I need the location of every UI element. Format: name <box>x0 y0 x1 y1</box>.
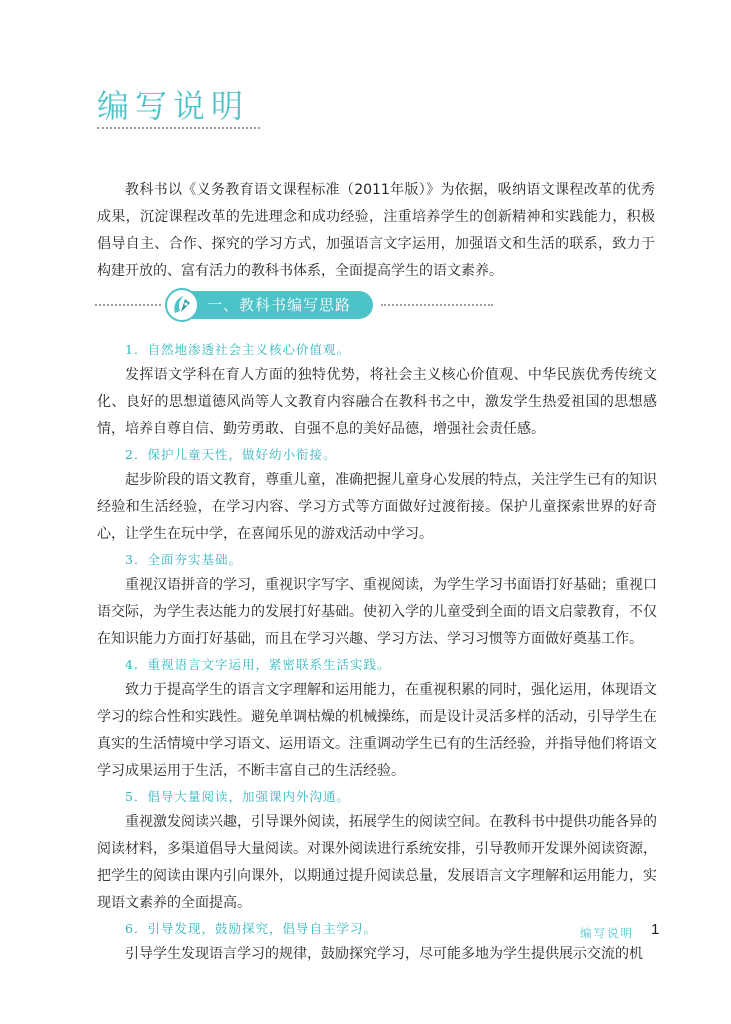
list-item <box>97 338 657 443</box>
intro-paragraph: 教科书以《义务教育语文课程标准（2011年版）》为依据，吸纳语文课程改革的优秀成果，沉淀课程改革的先进理念和成功经验，注重培养学生的创新精神和实践能力，积极倡导自主、合作、探究的学习方式，加强语言文字运用，加强语文和生活的联系，致力于构建开放的、富有活力的教科书体系，全面提高学生的语文素养。 <box>97 182 655 279</box>
item-text: 重视激发阅读兴趣，引导课外阅读，拓展学生的阅读空间。在教科书中提供功能各异的阅读材料，多渠道倡导大量阅读。对课外阅读进行系统安排，引导教师开发课外阅读资源，把学生的阅读由课内引向课外，以期通过提升阅读总量，发展语言文字理解和运用能力，实现语文素养的全面提高。 <box>97 814 657 911</box>
title-divider <box>97 127 260 129</box>
item-text: 发挥语文学科在育人方面的独特优势，将社会主义核心价值观、中华民族优秀传统文化、良好的思想道德风尚等人文教育内容融合在教科书之中，激发学生热爱祖国的思想感情，培养自尊自信、勤劳勇敢、自强不息的美好品德，增强社会责任感。 <box>97 367 657 437</box>
section-title: 一、教科书编写思路 <box>207 296 352 314</box>
list-item <box>97 653 657 785</box>
guideline-list <box>97 338 660 968</box>
item-heading: 1．自然地渗透社会主义核心价值观。 <box>125 342 350 357</box>
section-header <box>95 290 495 320</box>
item-text: 起步阶段的语文教育，尊重儿童，准确把握儿童身心发展的特点，关注学生已有的知识经验和生活经验，在学习内容、学习方式等方面做好过渡衔接。保护儿童探索世界的好奇心，让学生在玩中学，在喜闻乐见的游戏活动中学习。 <box>97 472 657 542</box>
page-number: 1 <box>651 921 660 938</box>
item-text: 重视汉语拼音的学习，重视识字写字、重视阅读，为学生学习书面语打好基础；重视口语交际，为学生表达能力的发展打好基础。使初入学的儿童受到全面的语文启蒙教育，不仅在知识能力方面打好基础，而且在学习兴趣、学习方法、学习习惯等方面做好奠基工作。 <box>97 577 657 647</box>
item-text: 引导学生发现语言学习的规律，鼓励探究学习，尽可能多地为学生提供展示交流的机 <box>125 946 643 962</box>
item-heading: 6．引导发现，鼓励探究，倡导自主学习。 <box>125 921 377 936</box>
item-heading: 4．重视语言文字运用，紧密联系生活实践。 <box>125 657 391 672</box>
list-item <box>97 548 657 653</box>
pen-nib-icon <box>165 288 199 322</box>
page-title: 编写说明 <box>97 87 250 125</box>
item-heading: 2．保护儿童天性，做好幼小衔接。 <box>125 447 337 462</box>
section-title-pill <box>165 291 373 319</box>
section-divider-right <box>381 304 493 306</box>
item-text: 致力于提高学生的语言文字理解和运用能力，在重视积累的同时，强化运用，体现语文学习的综合性和实践性。避免单调枯燥的机械操练，而是设计灵活多样的活动，引导学生在真实的生活情境中学习语文、运用语文。注重调动学生已有的生活经验，并指导他们将语文学习成果运用于生活，不断丰富自己的生活经验。 <box>97 682 657 779</box>
footer-label: 编写说明 <box>580 926 634 940</box>
list-item <box>97 785 657 917</box>
item-heading: 5．倡导大量阅读，加强课内外沟通。 <box>125 789 350 804</box>
list-item <box>97 443 657 548</box>
list-item <box>97 917 660 968</box>
section-divider-left <box>95 304 161 306</box>
item-heading: 3．全面夯实基础。 <box>125 552 242 567</box>
